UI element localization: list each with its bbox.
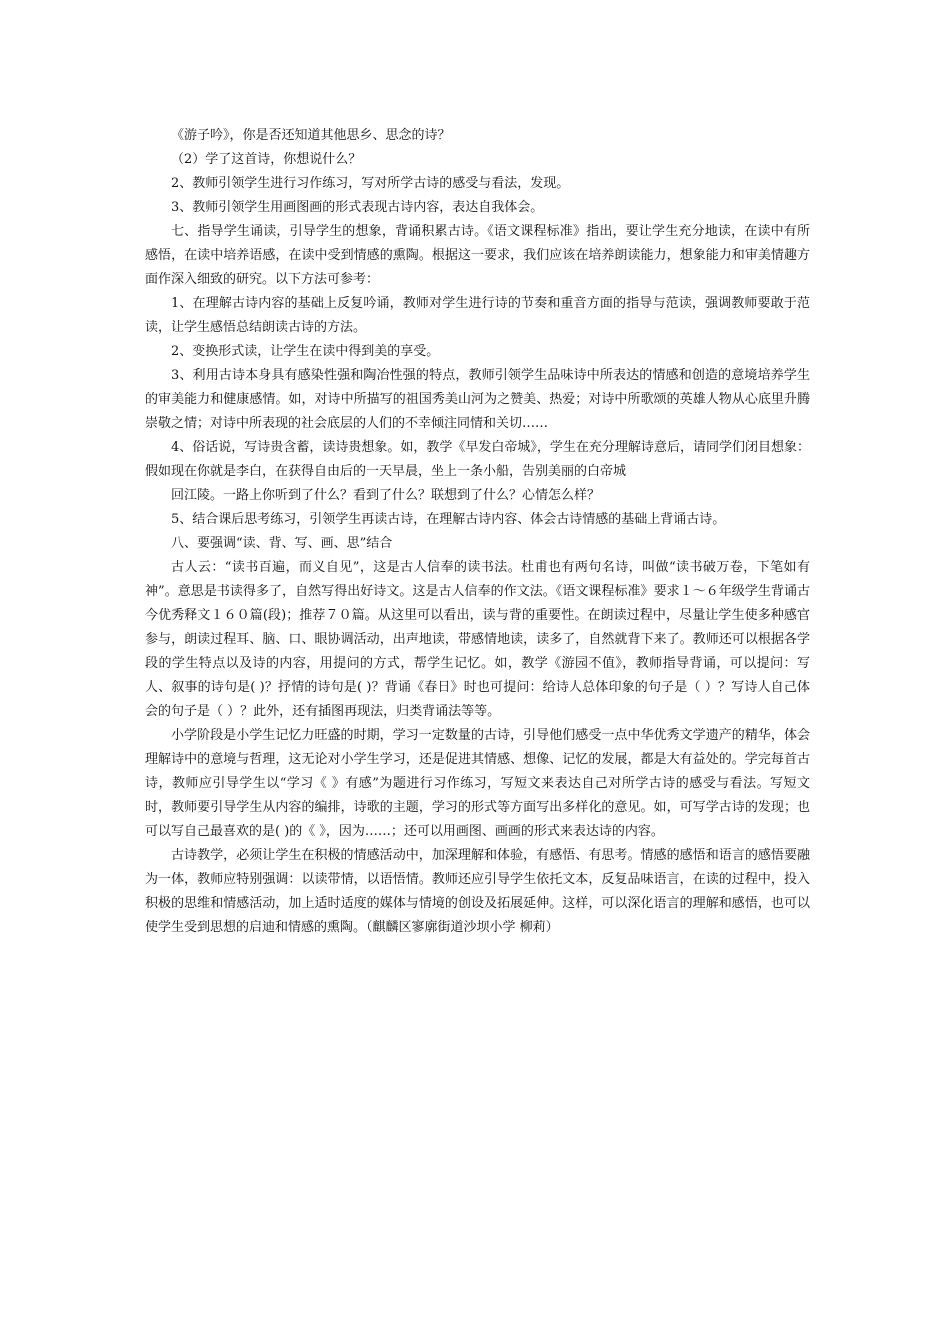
paragraph-step-2-writing: 2、教师引领学生进行习作练习，写对所学古诗的感受与看法，发现。 [171,176,570,191]
paragraph-youzi-question: 《游子吟》，你是否还知道其他思乡、思念的诗？ [171,128,451,143]
paragraph-memory-period: 小学阶段是小学生记忆力旺盛的时期，学习一定数量的古诗，引导他们感受一点中华优秀文学遗产的精华，体会理解诗中的意境与哲理，这无论对小学生学习，还是促进其情感、想像、记忆的发展，都是大有益处的。学完每首古诗，教师应引导学生以“学习《 》有感”为题进行习作练习，写短文来表达自己对所学古诗的感受与看法。写短文时，教师要引导学生从内容的编排，诗歌的主题，学习的形式等方面写出多样化的意见。如，可写学古诗的发现；也可以写自己最喜欢的是( )的《 》，因为……；还可以用画图、画画的形式来表达诗的内容。 [145,728,810,839]
list-item-4-continued: 回江陵。一路上你听到了什么？看到了什么？联想到了什么？心情怎么样？ [171,488,601,503]
list-item-3: 3、利用古诗本身具有感染性强和陶冶性强的特点，教师引领学生品味诗中所表达的情感和创造的意境培养学生的审美能力和健康感情。如，对诗中所描写的祖国秀美山河为之赞美、热爱；对诗中所歌颂的英雄人物从心底里升腾崇敬之情；对诗中所表现的社会底层的人们的不幸倾注同情和关切…… [145,368,810,431]
paragraph-reading-method: 古人云：“读书百遍，而义自见”，这是古人信奉的读书法。杜甫也有两句名诗，叫做“读书破万卷，下笔如有神”。意思是书读得多了，自然写得出好诗文。这是古人信奉的作文法。《语文课程标准》要求１～６年级学生背诵古今优秀释文１６０篇(段)；推荐７０篇。从这里可以看出，读与背的重要性。在朗读过程中，尽量让学生使多种感官参与，朗读过程耳、脑、口、眼协调活动，出声地读，带感情地读，读多了，自然就背下来了。教师还可以根据各学段的学生特点以及诗的内容，用提问的方式，帮学生记忆。如，教学《游园不值》，教师指导背诵，可以提问：写人、叙事的诗句是( )？抒情的诗句是( )？背诵《春日》时也可提问：给诗人总体印象的句子是（ ）？写诗人自己体会的句子是（ ）？此外，还有插图再现法，归类背诵法等等。 [145,560,810,719]
paragraph-question-2: （2）学了这首诗，你想说什么？ [171,152,362,167]
section-heading-8: 八、要强调“读、背、写、画、思”结合 [171,536,393,551]
paragraph-step-3-drawing: 3、教师引领学生用画图画的形式表现古诗内容，表达自我体会。 [171,200,544,215]
paragraph-conclusion: 古诗教学，必须让学生在积极的情感活动中，加深理解和体验，有感悟、有思考。情感的感悟和语言的感悟要融为一体，教师应特别强调：以读带情，以语悟情。教师还应引导学生依托文本，反复品味语言，在读的过程中，投入积极的思维和情感活动，加上适时适度的媒体与情境的创设及拓展延伸。这样，可以深化语言的理解和感悟，也可以使学生受到思想的启迪和情感的熏陶。（麒麟区寥廓街道沙坝小学 柳莉） [145,848,810,935]
section-heading-7: 七、指导学生诵读，引导学生的想象，背诵积累古诗。《语文课程标准》指出，要让学生充分地读，在读中有所感悟，在读中培养语感，在读中受到情感的熏陶。根据这一要求，我们应该在培养朗读能力，想象能力和审美情趣方面作深入细致的研究。以下方法可参考： [145,224,810,287]
list-item-2: 2、变换形式读，让学生在读中得到美的享受。 [171,344,440,359]
list-item-1: 1、在理解古诗内容的基础上反复吟诵，教师对学生进行诗的节奏和重音方面的指导与范读，强调教师要敢于范读，让学生感悟总结朗读古诗的方法。 [145,296,810,335]
list-item-4: 4、俗话说，写诗贵含蓄，读诗贵想象。如，教学《早发白帝城》，学生在充分理解诗意后，请同学们闭目想象：假如现在你就是李白，在获得自由后的一天早晨，坐上一条小船，告别美丽的白帝城 [145,440,810,479]
list-item-5: 5、结合课后思考练习，引领学生再读古诗，在理解古诗内容、体会古诗情感的基础上背诵古诗。 [171,512,726,527]
document-body [145,124,810,940]
